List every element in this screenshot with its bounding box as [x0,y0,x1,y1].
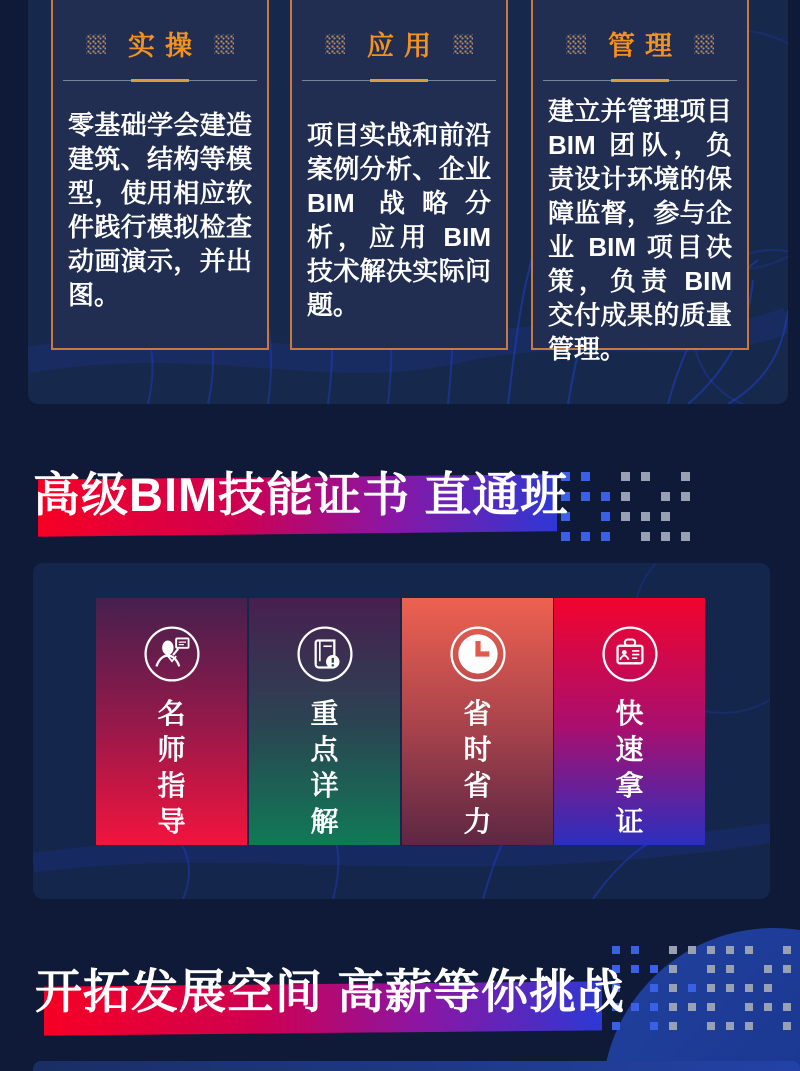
header-divider [543,79,737,82]
feature-label: 名师指导 [157,698,186,837]
pixel-square [726,984,734,992]
pixel-square [612,946,620,954]
pixel-square [783,946,791,954]
pixel-square [764,1003,772,1011]
card-title: 管理 [608,31,682,61]
pixel-square [641,512,650,521]
card-header [292,24,506,63]
feature-label: 省时省力 [463,698,492,837]
pixel-square [601,512,610,521]
pixel-square [601,472,610,481]
pixel-square [764,965,772,973]
pixel-square [601,492,610,501]
card-header [53,24,267,63]
pixel-square [621,472,630,481]
card-body-text: 零基础学会建造建筑、结构等模型，使用相应软件践行模拟检查动画演示，并出图。 [68,110,252,310]
section2-title: 开拓发展空间 高薪等你挑战 [35,965,626,1018]
pixel-square [745,965,753,973]
clock-icon [449,625,507,683]
dot-pattern-decoration [694,34,714,54]
pixel-square [726,1022,734,1030]
pixel-square [707,984,715,992]
pixel-square [641,472,650,481]
header-divider [63,79,257,82]
pixel-grid-decoration [612,946,791,1030]
teacher-presentation-icon [143,625,201,683]
pixel-square [612,1022,620,1030]
pixel-square [561,532,570,541]
pixel-square [681,512,690,521]
pixel-square [581,512,590,521]
pixel-square [726,946,734,954]
pixel-square [669,946,677,954]
pixel-square [707,965,715,973]
feature-label: 快速拿证 [615,698,644,837]
pixel-square [688,946,696,954]
pixel-square [581,532,590,541]
pixel-square [631,965,639,973]
pixel-square [661,532,670,541]
feature-card-save-time [402,598,553,845]
dot-pattern-decoration [86,34,106,54]
pixel-square [707,1022,715,1030]
pixel-square [661,512,670,521]
pixel-square [621,512,630,521]
top-card-management [531,0,749,364]
pixel-square [745,984,753,992]
pixel-square [688,1003,696,1011]
pixel-square [707,1003,715,1011]
pixel-square [650,1022,658,1030]
pixel-square [688,1022,696,1030]
pixel-square [764,984,772,992]
pixel-square [621,492,630,501]
pixel-grid-decoration [561,472,690,541]
feature-card-key-points [249,598,400,845]
pixel-square [681,492,690,501]
section1-title: 高级BIM技能证书 直通班 [33,468,569,521]
pixel-square [688,984,696,992]
pixel-square [783,1003,791,1011]
pixel-square [669,1022,677,1030]
card-body-text: 建立并管理项目 BIM 团队，负责设计环境的保障监督，参与企业 BIM 项目决策，负责 BIM 交付成果的质量管理。 [548,96,732,364]
card-body-text: 项目实战和前沿案例分析、企业 BIM 战略分析，应用 BIM 技术解决实际问题。 [307,120,491,320]
pixel-square [641,492,650,501]
header-divider [302,79,496,82]
pixel-square [650,965,658,973]
pixel-square [726,1003,734,1011]
pixel-square [681,472,690,481]
pixel-square [745,1003,753,1011]
pixel-square [581,492,590,501]
dot-pattern-decoration [453,34,473,54]
pixel-square [650,984,658,992]
top-card-application [290,0,508,350]
pixel-square [745,1022,753,1030]
feature-card-fast-certificate [554,598,705,845]
bottom-strip-decoration [33,1061,800,1071]
pixel-square [631,1022,639,1030]
pixel-square [669,984,677,992]
pixel-square [661,492,670,501]
pixel-square [631,1003,639,1011]
pixel-square [669,1003,677,1011]
card-title: 实操 [128,31,202,61]
pixel-square [764,1022,772,1030]
top-card-practice [51,0,269,350]
feature-label: 重点详解 [310,698,339,837]
card-title: 应用 [367,31,441,61]
pixel-square [681,532,690,541]
pixel-square [601,532,610,541]
pixel-square [707,946,715,954]
pixel-square [661,472,670,481]
dot-pattern-decoration [566,34,586,54]
pixel-square [783,965,791,973]
card-header [533,24,747,63]
pixel-square [650,946,658,954]
pixel-square [745,946,753,954]
pixel-square [631,984,639,992]
pixel-square [631,946,639,954]
pixel-square [783,984,791,992]
dot-pattern-decoration [214,34,234,54]
pixel-square [650,1003,658,1011]
pixel-square [641,532,650,541]
pixel-square [726,965,734,973]
pixel-square [621,532,630,541]
dot-pattern-decoration [325,34,345,54]
pixel-square [581,472,590,481]
pixel-square [669,965,677,973]
pixel-square [764,946,772,954]
pixel-square [783,1022,791,1030]
feature-card-teacher-guidance [96,598,247,845]
book-alert-icon [296,625,354,683]
certificate-badge-icon [601,625,659,683]
pixel-square [688,965,696,973]
